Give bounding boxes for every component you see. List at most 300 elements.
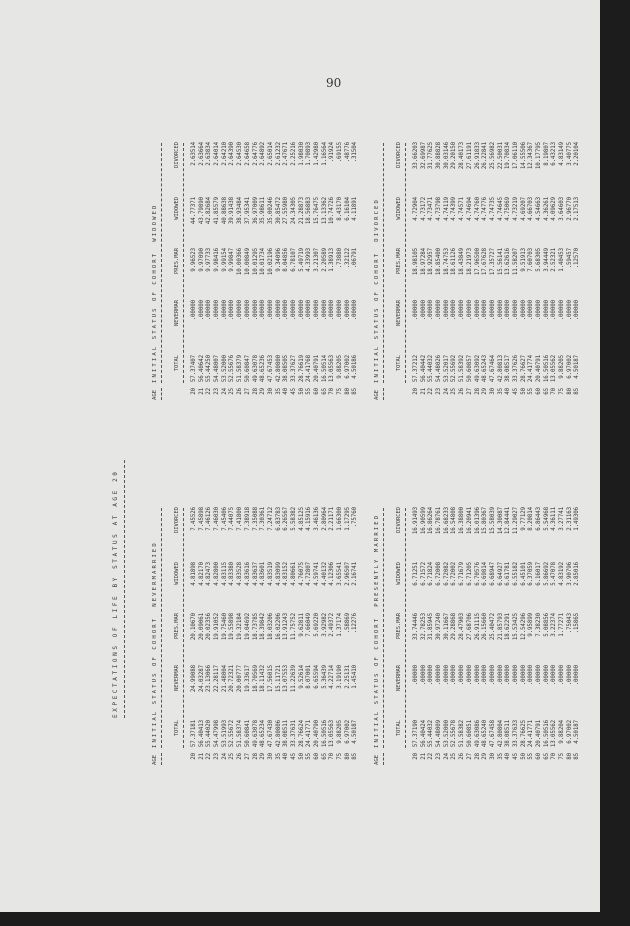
table-row	[467, 507, 475, 765]
value-cell: 18.03206	[267, 613, 274, 641]
value-cell: 7.38918	[244, 507, 251, 531]
value-cell: 14.55506	[520, 142, 527, 170]
table-row	[498, 142, 506, 400]
value-cell: 6.55182	[512, 562, 519, 586]
value-cell: 11.75752	[290, 613, 297, 641]
age-cell: 45	[290, 388, 297, 395]
value-cell: 5.86692	[543, 562, 550, 586]
value-cell: 52.55692	[451, 355, 458, 383]
age-cell: 70	[551, 388, 558, 395]
value-cell: 33.37626	[512, 355, 519, 383]
value-cell: 2.49372	[329, 613, 336, 637]
value-cell: 29.28868	[451, 613, 458, 641]
age-cell: 25	[229, 753, 236, 760]
value-cell: 1.98030	[298, 142, 305, 166]
value-cell: .00000	[505, 300, 512, 321]
value-cell: 54.48009	[436, 720, 443, 748]
value-cell: 4.81898	[191, 562, 197, 586]
value-cell: 2.25216	[290, 142, 297, 166]
value-cell: 55.44250	[206, 355, 213, 383]
value-cell: .00000	[252, 300, 259, 321]
value-cell: 4.74735	[489, 197, 496, 221]
value-cell: 25.56982	[489, 142, 496, 170]
value-cell: 26.15660	[482, 613, 489, 641]
age-cell: 70	[551, 753, 558, 760]
table-row	[291, 142, 299, 400]
value-cell: 7.66049	[306, 613, 313, 637]
value-cell: 15.76475	[314, 197, 320, 225]
value-cell: 4.83637	[252, 562, 259, 586]
value-cell: .00000	[191, 300, 197, 321]
value-cell: .00000	[443, 665, 450, 686]
age-cell: 55	[306, 388, 313, 395]
table-row	[521, 142, 529, 400]
value-cell: .00000	[482, 300, 489, 321]
value-cell: 33.37631	[290, 720, 297, 748]
value-cell: 4.83149	[559, 142, 566, 166]
value-cell: 17.96500	[474, 248, 481, 276]
age-cell: 28	[474, 388, 481, 395]
value-cell: 4.15916	[306, 507, 313, 531]
value-cell: 2.65014	[267, 142, 274, 166]
table-row	[528, 142, 536, 400]
value-cell: .00000	[306, 300, 313, 321]
value-cell: 53.51993	[221, 720, 228, 748]
value-cell: 28.76627	[520, 355, 527, 383]
age-cell: 40	[505, 753, 512, 760]
value-cell: 2.63664	[198, 142, 205, 166]
value-cell: 10.01295	[252, 248, 259, 276]
value-cell: 4.74694	[466, 197, 473, 221]
value-cell: .00000	[520, 300, 527, 321]
age-cell: 21	[420, 388, 427, 395]
value-cell: 12.34367	[528, 142, 535, 170]
value-cell: .00000	[329, 300, 336, 321]
value-cell: 13.91243	[283, 613, 290, 641]
value-cell: 13.05562	[551, 355, 558, 383]
value-cell: 18.98105	[413, 248, 419, 276]
age-cell: 45	[512, 388, 519, 395]
value-cell: 4.50187	[574, 720, 581, 744]
value-cell: 13.05563	[329, 720, 336, 748]
table-row	[567, 507, 575, 765]
value-cell: 9.88205	[337, 355, 344, 379]
age-cell: 22	[206, 388, 213, 395]
value-cell: 20.40791	[536, 720, 542, 748]
value-cell: 16.20941	[466, 507, 473, 535]
status-header-underline	[161, 508, 162, 748]
value-cell: 4.76075	[298, 562, 305, 586]
table-row	[229, 142, 237, 400]
value-cell: 52.55672	[229, 720, 236, 748]
value-cell: 6.65594	[314, 665, 320, 689]
table-row	[253, 507, 261, 765]
column-header: TOTAL	[396, 355, 402, 372]
value-cell: 1.42980	[314, 142, 320, 166]
value-cell: 4.83601	[260, 562, 267, 586]
value-cell: 7.38230	[536, 613, 542, 637]
value-cell: 2.63834	[206, 142, 213, 166]
column-header: TOTAL	[174, 355, 180, 372]
value-cell: 17.67628	[482, 248, 489, 276]
value-cell: 24.41771	[528, 720, 535, 748]
value-cell: 16.54808	[451, 507, 458, 535]
table-row	[544, 507, 552, 765]
value-cell: 49.63092	[474, 355, 481, 383]
table-row	[268, 142, 276, 400]
table-row	[314, 507, 322, 765]
value-cell: 9.34096	[275, 248, 282, 272]
value-cell: .00000	[420, 300, 427, 321]
value-cell: .75760	[352, 507, 359, 528]
value-cell: 28.76624	[298, 720, 305, 748]
value-cell: 2.63514	[191, 142, 197, 166]
table-row	[268, 507, 276, 765]
value-cell: .00000	[543, 665, 550, 686]
value-cell: .00000	[275, 300, 282, 321]
age-cell: 70	[329, 388, 336, 395]
status-header	[152, 531, 159, 748]
value-cell: .00000	[528, 665, 535, 686]
value-cell: 54.48007	[214, 355, 221, 383]
age-cell: 22	[206, 753, 213, 760]
table-row	[544, 142, 552, 400]
value-cell: .06791	[352, 248, 359, 269]
value-cell: 19.91052	[214, 613, 221, 641]
age-cell: 26	[459, 388, 466, 395]
value-cell: 4.73798	[436, 197, 443, 221]
value-cell: 50.60857	[466, 355, 473, 383]
table-body	[191, 142, 360, 400]
value-cell: 40.88638	[221, 197, 228, 225]
value-cell: 11.22639	[290, 665, 297, 693]
value-cell: 4.73471	[428, 197, 435, 221]
value-cell: .00000	[214, 300, 221, 321]
table-row	[551, 142, 559, 400]
age-cell: 29	[482, 753, 489, 760]
value-cell: 57.37407	[191, 355, 197, 383]
age-cell: 65	[321, 753, 328, 760]
table-row	[413, 142, 421, 400]
age-cell: 35	[275, 388, 282, 395]
value-cell: 49.63078	[252, 720, 259, 748]
value-cell: 16.86264	[428, 507, 435, 535]
table-row	[345, 142, 353, 400]
value-cell: 19.04692	[244, 613, 251, 641]
age-cell: 85	[574, 388, 581, 395]
value-cell: 55.44032	[428, 720, 435, 748]
value-cell: .00000	[352, 300, 359, 321]
value-cell: 4.83380	[229, 562, 236, 586]
table-row	[551, 507, 559, 765]
value-cell: .00000	[474, 665, 481, 686]
table-row	[222, 507, 230, 765]
value-cell: 2.20104	[574, 142, 581, 166]
value-cell: 6.70576	[474, 562, 481, 586]
value-cell: 4.83192	[559, 562, 566, 586]
value-cell: 54.48026	[436, 355, 443, 383]
value-cell: 16.02206	[275, 613, 282, 641]
column-header: NEVERMAR	[396, 300, 402, 326]
age-cell: 28	[474, 753, 481, 760]
table-row	[237, 142, 245, 400]
value-cell: 9.99847	[229, 248, 236, 272]
value-cell: 2.20589	[321, 248, 328, 272]
value-cell: 6.71572	[420, 562, 427, 586]
value-cell: 13.13362	[321, 197, 328, 225]
age-header: AGE	[374, 389, 380, 400]
age-cell: 65	[543, 753, 550, 760]
value-cell: 6.71679	[459, 562, 466, 586]
value-cell: 8.04856	[283, 248, 290, 272]
value-cell: 6.72082	[443, 562, 450, 586]
value-cell: 47.67453	[267, 355, 274, 383]
value-cell: 20.09061	[198, 613, 205, 641]
value-cell: 4.82170	[198, 562, 205, 586]
value-cell: 4.72807	[306, 562, 313, 586]
value-cell: 31.85945	[428, 613, 435, 641]
value-cell: .00000	[298, 300, 305, 321]
value-cell: 57.37212	[413, 355, 419, 383]
value-cell: 4.85125	[298, 507, 305, 531]
value-cell: 33.37627	[290, 355, 297, 383]
value-cell: 16.78761	[436, 507, 443, 535]
value-cell: 7.60703	[528, 248, 535, 272]
value-cell: 3.94449	[543, 248, 550, 272]
age-cell: 20	[191, 753, 197, 760]
value-cell: 53.52017	[443, 355, 450, 383]
value-cell: 17.56015	[267, 665, 274, 693]
value-cell: 2.16741	[352, 562, 359, 586]
value-cell: .00000	[229, 300, 236, 321]
age-header-underline	[161, 753, 162, 765]
status-header-underline	[383, 508, 384, 748]
value-cell: 4.50187	[352, 720, 359, 744]
value-cell: 6.69814	[482, 562, 489, 586]
value-cell: .73880	[337, 248, 344, 269]
value-cell: .00000	[283, 300, 290, 321]
value-cell: 21.85793	[497, 613, 504, 641]
column-header: TOTAL	[174, 720, 180, 737]
value-cell: 18.62291	[505, 613, 512, 641]
value-cell: 42.80800	[275, 355, 282, 383]
value-cell: 44.77371	[191, 197, 197, 225]
value-cell: 4.74399	[451, 197, 458, 221]
value-cell: .00000	[497, 665, 504, 686]
table-row	[421, 142, 429, 400]
value-cell: 2.47671	[283, 142, 290, 166]
value-cell: 16.91493	[413, 507, 419, 535]
value-cell: 4.72904	[413, 197, 419, 221]
value-cell: 6.61781	[505, 562, 512, 586]
age-cell: 25	[229, 388, 236, 395]
value-cell: 56.40424	[420, 720, 427, 748]
age-cell: 65	[321, 388, 328, 395]
value-cell: 38.08505	[283, 355, 290, 383]
column-header-underline	[405, 508, 406, 748]
value-cell: 9.97090	[198, 248, 205, 272]
value-cell: 27.61191	[466, 142, 473, 170]
table-row	[413, 507, 421, 765]
value-cell: 1.45410	[352, 665, 359, 689]
value-cell: .00000	[466, 665, 473, 686]
value-cell: 4.82473	[206, 562, 213, 586]
value-cell: .12570	[574, 248, 581, 269]
table-body	[413, 142, 582, 400]
table-row	[490, 142, 498, 400]
table-row	[276, 507, 284, 765]
value-cell: 47.67430	[267, 720, 274, 748]
value-cell: 10.02196	[267, 248, 274, 276]
value-cell: 16.50516	[321, 720, 328, 748]
column-header-underline	[183, 143, 184, 383]
value-cell: 19.70834	[505, 142, 512, 170]
table-row	[322, 507, 330, 765]
value-cell: .00000	[512, 665, 519, 686]
value-cell: 20.40791	[314, 355, 320, 383]
table-row	[291, 507, 299, 765]
value-cell: .00000	[536, 665, 542, 686]
value-cell: 3.92982	[321, 613, 328, 637]
age-cell: 24	[443, 388, 450, 395]
value-cell: .12276	[352, 613, 359, 634]
value-cell: 18.43849	[459, 248, 466, 276]
value-cell: 51.58374	[237, 720, 244, 748]
value-cell: 51.58392	[459, 355, 466, 383]
value-cell: 9.97733	[206, 248, 213, 272]
table-row	[329, 142, 337, 400]
value-cell: 7.41800	[237, 507, 244, 531]
age-cell: 40	[283, 388, 290, 395]
value-cell: 4.22714	[329, 665, 336, 689]
value-cell: 4.73172	[420, 197, 427, 221]
value-cell: .00000	[413, 665, 419, 686]
table-row	[191, 507, 199, 765]
value-cell: .00000	[413, 300, 419, 321]
value-cell: .00000	[436, 300, 443, 321]
value-cell: 1.17295	[344, 507, 351, 531]
table-row	[459, 507, 467, 765]
value-cell: 4.36261	[543, 197, 550, 221]
age-cell: 60	[536, 388, 542, 395]
value-cell: 37.95341	[244, 197, 251, 225]
age-cell: 40	[505, 388, 512, 395]
value-cell: 11.58207	[512, 248, 519, 276]
value-cell: 20.40791	[536, 355, 542, 383]
value-cell: 1.70893	[306, 142, 313, 166]
table-row	[283, 507, 291, 765]
value-cell: .75043	[566, 613, 573, 634]
age-cell: 26	[237, 753, 244, 760]
column-header-underline	[183, 508, 184, 748]
value-cell: 4.54663	[536, 197, 542, 221]
table-row	[467, 142, 475, 400]
age-cell: 21	[420, 753, 427, 760]
value-cell: 2.61232	[275, 142, 282, 166]
value-cell: 42.80804	[497, 720, 504, 748]
value-cell: 10.74726	[329, 197, 336, 225]
value-cell: 1.40453	[559, 248, 566, 272]
age-cell: 23	[436, 753, 443, 760]
value-cell: 7.46030	[214, 507, 221, 531]
value-cell: 20.00777	[237, 665, 244, 693]
value-cell: .00000	[428, 665, 435, 686]
value-cell: .00000	[260, 300, 267, 321]
table-row	[475, 507, 483, 765]
age-cell: 85	[574, 753, 581, 760]
table-row	[421, 507, 429, 765]
column-header: NEVERMAR	[174, 300, 180, 326]
value-cell: 9.77129	[520, 507, 527, 531]
age-cell: 30	[489, 388, 496, 395]
value-cell: 9.62811	[298, 613, 305, 637]
value-cell: 50.60841	[244, 720, 251, 748]
age-cell: 29	[260, 388, 267, 395]
value-cell: 4.74760	[474, 197, 481, 221]
age-cell: 29	[482, 388, 489, 395]
value-cell: 2.21171	[329, 507, 336, 531]
age-cell: 65	[543, 388, 550, 395]
table-row	[352, 142, 360, 400]
value-cell: .48776	[344, 142, 351, 163]
table-row	[191, 142, 199, 400]
value-cell: 3.64603	[559, 197, 566, 221]
value-cell: 18.61126	[451, 248, 458, 276]
value-cell: 24.41771	[306, 720, 313, 748]
status-header	[152, 193, 159, 383]
value-cell: .31504	[352, 142, 359, 163]
value-cell: 50.60847	[244, 355, 251, 383]
age-cell: 26	[459, 753, 466, 760]
value-cell: 15.11721	[275, 665, 282, 693]
value-cell: 53.52000	[221, 355, 228, 383]
value-cell: 5.08856	[543, 613, 550, 637]
value-cell: 20.10670	[191, 613, 197, 641]
age-cell: 27	[244, 388, 251, 395]
age-header-underline	[161, 388, 162, 400]
value-cell: 16.38800	[459, 507, 466, 535]
value-cell: 18.74753	[443, 248, 450, 276]
value-cell: 5.54968	[543, 507, 550, 531]
value-cell: 4.74645	[497, 197, 504, 221]
value-cell: 2.96507	[344, 562, 351, 586]
value-cell: 3.46136	[314, 507, 320, 531]
age-cell: 80	[344, 388, 351, 395]
age-cell: 35	[497, 388, 504, 395]
table-row	[214, 507, 222, 765]
value-cell: 19.55898	[229, 613, 236, 641]
value-cell: 4.11891	[352, 197, 359, 221]
value-cell: 4.83519	[267, 562, 274, 586]
value-cell: 11.29027	[512, 507, 519, 535]
table-row	[536, 142, 544, 400]
table-row	[229, 507, 237, 765]
value-cell: .00000	[574, 300, 581, 321]
status-label: PRESENTLY MARRIED	[374, 513, 380, 607]
age-cell: 20	[191, 388, 197, 395]
value-cell: 14.30087	[497, 507, 504, 535]
age-cell: 28	[252, 388, 259, 395]
column-header: PRES.MAR	[174, 613, 180, 639]
column-header-underline	[405, 143, 406, 383]
table-row	[337, 507, 345, 765]
age-cell: 35	[497, 753, 504, 760]
value-cell: 32.69987	[420, 142, 427, 170]
age-cell: 25	[451, 388, 458, 395]
value-cell: 39.91438	[229, 197, 236, 225]
value-cell: .00000	[536, 300, 542, 321]
value-cell: 6.72002	[451, 562, 458, 586]
